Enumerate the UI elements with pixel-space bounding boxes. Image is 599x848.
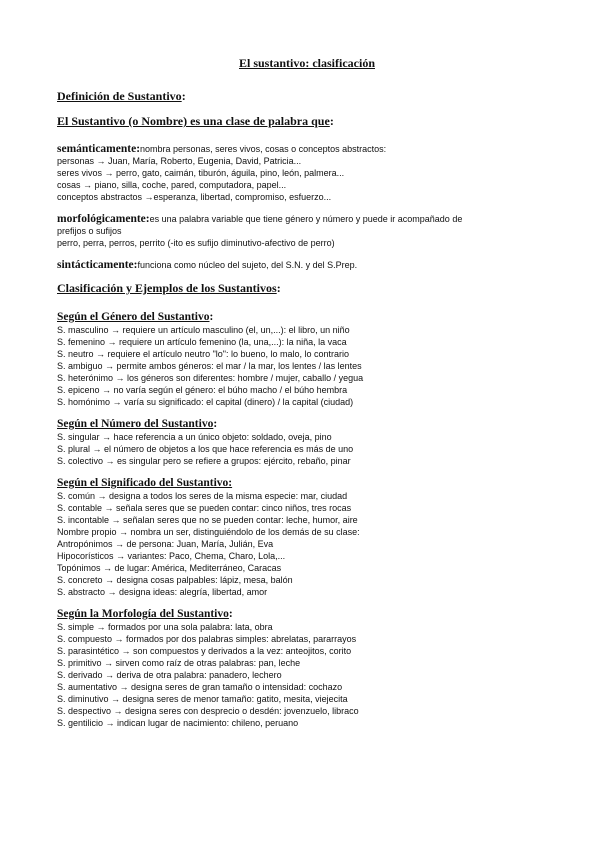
sintacticamente-text: funciona como núcleo del sujeto, del S.N. y del S.Prep.	[137, 260, 358, 270]
definicion-heading	[57, 89, 557, 104]
clasificacion-heading-text: Clasificación y Ejemplos de los Sustantivos	[57, 281, 277, 295]
list-item: S. masculino → requiere un artículo masculino (el, un,...): el libro, un niño	[57, 325, 350, 335]
list-item: S. común → designa a todos los seres de la misma especie: mar, ciudad	[57, 491, 348, 501]
list-item: S. gentilicio → indican lugar de nacimiento: chileno, peruano	[57, 718, 299, 728]
semanticamente-line: personas → Juan, María, Roberto, Eugenia, David, Patricia...	[57, 156, 302, 166]
section-heading-numero	[57, 417, 557, 431]
morfologicamente-line: perro, perra, perros, perrito (-ito es sufijo diminutivo-afectivo de perro)	[57, 238, 335, 248]
semanticamente-line: conceptos abstractos →esperanza, libertad, compromiso, esfuerzo...	[57, 192, 332, 202]
list-item: S. contable → señala seres que se pueden contar: cinco niños, tres rocas	[57, 503, 352, 513]
list-item: S. heterónimo → los géneros son diferentes: hombre / mujer, caballo / yegua	[57, 373, 364, 383]
morfologicamente-text: es una palabra variable que tiene género y número y puede ir acompañado de	[149, 214, 463, 224]
list-item: S. diminutivo → designa seres de menor tamaño: gatito, mesita, viejecita	[57, 694, 348, 704]
clase-heading-text: El Sustantivo (o Nombre) es una clase de palabra que	[57, 114, 330, 128]
section-heading-colon: :	[228, 608, 233, 620]
sintacticamente-block	[57, 259, 557, 271]
list-item: Hipocorísticos → variantes: Paco, Chema, Charo, Lola,...	[57, 551, 286, 561]
section-genero-list	[57, 324, 557, 408]
section-heading-text: Según el Significado del Sustantivo:	[57, 477, 233, 489]
clase-heading-colon: :	[329, 114, 334, 128]
list-item: S. ambiguo → permite ambos géneros: el mar / la mar, los lentes / las lentes	[57, 361, 362, 371]
section-numero-list	[57, 431, 557, 467]
section-heading-morfologia	[57, 607, 557, 621]
semanticamente-block	[57, 143, 557, 203]
section-morfologia-list	[57, 621, 557, 729]
morfologicamente-block	[57, 213, 557, 249]
list-item: S. abstracto → designa ideas: alegría, libertad, amor	[57, 587, 268, 597]
semanticamente-text: nombra personas, seres vivos, cosas o conceptos abstractos:	[140, 144, 387, 154]
clasificacion-heading	[57, 281, 557, 296]
list-item: S. epiceno → no varía según el género: el búho macho / el búho hembra	[57, 385, 348, 395]
section-significado-list	[57, 490, 557, 598]
list-item: S. colectivo → es singular pero se refiere a grupos: ejército, rebaño, pinar	[57, 456, 351, 466]
clase-heading	[57, 114, 557, 129]
morfologicamente-lead: morfológicamente:	[57, 213, 150, 225]
semanticamente-line: cosas → piano, silla, coche, pared, computadora, papel...	[57, 180, 287, 190]
section-heading-colon: :	[209, 311, 214, 323]
page-title: El sustantivo: clasificación	[238, 56, 375, 70]
clasificacion-heading-colon: :	[276, 281, 281, 295]
list-item: S. neutro → requiere el artículo neutro "lo": lo bueno, lo malo, lo contrario	[57, 349, 350, 359]
list-item: S. incontable → señalan seres que no se pueden contar: leche, humor, aire	[57, 515, 358, 525]
list-item: S. derivado → deriva de otra palabra: panadero, lechero	[57, 670, 282, 680]
list-item: S. femenino → requiere un artículo femenino (la, una,...): la niña, la vaca	[57, 337, 347, 347]
list-item: S. parasintético → son compuestos y derivados a la vez: anteojitos, corito	[57, 646, 352, 656]
definicion-heading-colon: :	[181, 89, 186, 103]
document-page	[57, 56, 557, 729]
morfologicamente-text-cont: prefijos o sufijos	[57, 226, 122, 236]
section-heading-colon: :	[213, 418, 218, 430]
list-item: S. plural → el número de objetos a los que hace referencia es más de uno	[57, 444, 354, 454]
list-item: Topónimos → de lugar: América, Mediterráneo, Caracas	[57, 563, 282, 573]
section-heading-text: Según la Morfología del Sustantivo	[57, 608, 229, 620]
list-item: S. despectivo → designa seres con desprecio o desdén: jovenzuelo, libraco	[57, 706, 359, 716]
sintacticamente-lead: sintácticamente:	[57, 259, 138, 271]
definicion-heading-text: Definición de Sustantivo	[57, 89, 182, 103]
section-heading-text: Según el Número del Sustantivo	[57, 418, 214, 430]
section-heading-significado	[57, 476, 557, 490]
list-item: S. simple → formados por una sola palabra: lata, obra	[57, 622, 273, 632]
list-item: S. primitivo → sirven como raíz de otras palabras: pan, leche	[57, 658, 301, 668]
list-item: S. singular → hace referencia a un único objeto: soldado, oveja, pino	[57, 432, 332, 442]
semanticamente-lead: semánticamente:	[57, 143, 141, 155]
list-item: S. aumentativo → designa seres de gran tamaño o intensidad: cochazo	[57, 682, 343, 692]
list-item: Antropónimos → de persona: Juan, María, Julián, Eva	[57, 539, 274, 549]
list-item: S. homónimo → varía su significado: el capital (dinero) / la capital (ciudad)	[57, 397, 354, 407]
list-item: S. concreto → designa cosas palpables: lápiz, mesa, balón	[57, 575, 293, 585]
list-item: Nombre propio → nombra un ser, distinguiéndolo de los demás de su clase:	[57, 527, 360, 537]
list-item: S. compuesto → formados por dos palabras simples: abrelatas, pararrayos	[57, 634, 357, 644]
semanticamente-line: seres vivos → perro, gato, caimán, tiburón, águila, pino, león, palmera...	[57, 168, 345, 178]
section-heading-text: Según el Género del Sustantivo	[57, 311, 210, 323]
section-heading-genero	[57, 310, 557, 324]
